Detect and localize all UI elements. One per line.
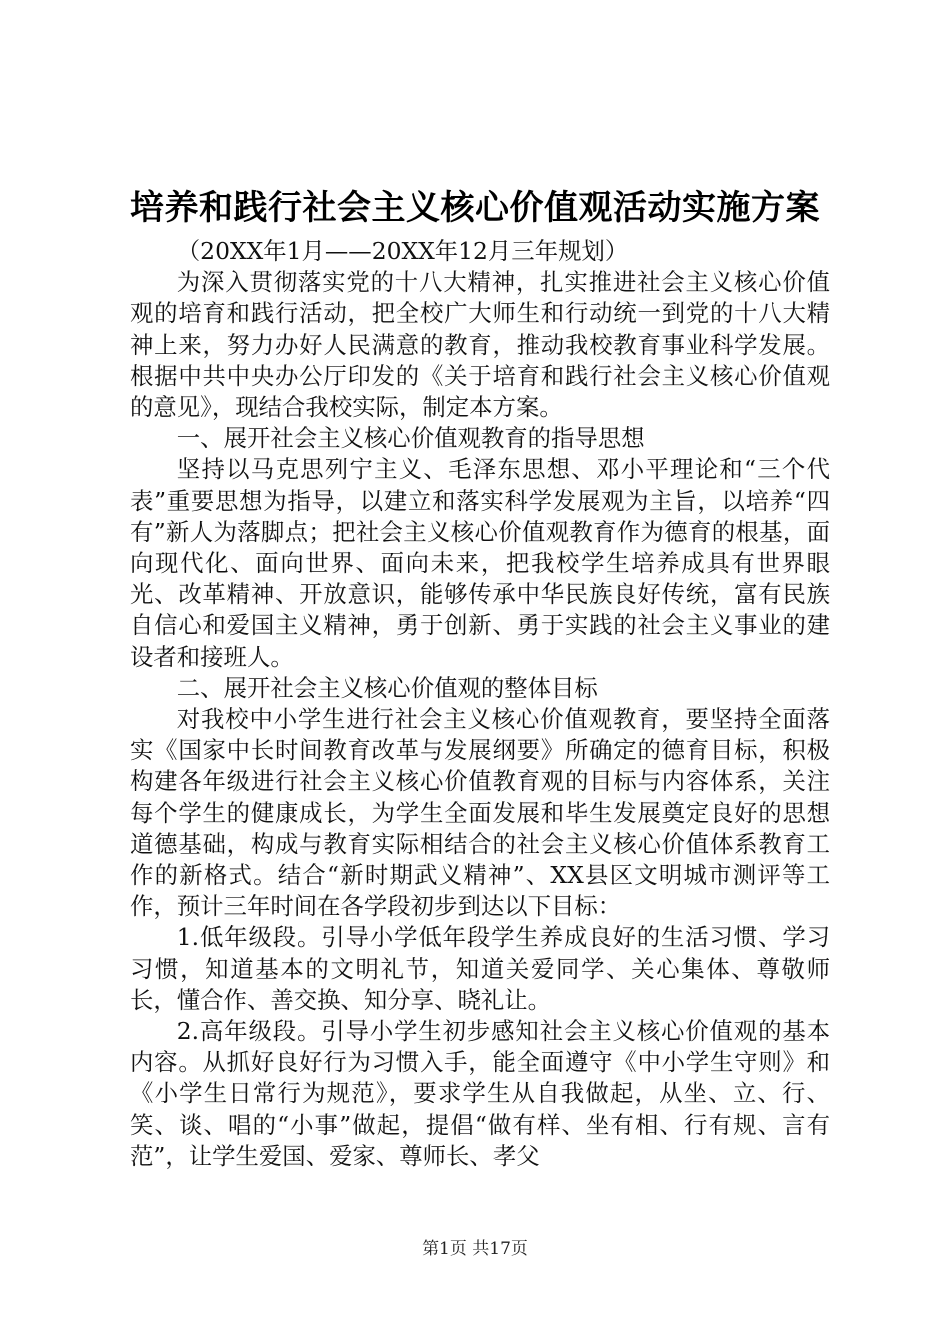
page-number-footer: 第1页 共17页 xyxy=(422,1239,528,1259)
intro-paragraph: 为深入贯彻落实党的十八大精神，扎实推进社会主义核心价值观的培育和践行活动，把全校广大师生和行动统一到党的十八大精神上来，努力办好人民满意的教育，推动我校教育事业科学发展。根据中共中央办公厅印发的《关于培育和践行社会主义核心价值观的意见》，现结合我校实际，制定本方案。 xyxy=(130,268,830,422)
date-range-subtitle: （20XX年1月——20XX年12月三年规划） xyxy=(176,237,629,265)
document-title: 培养和践行社会主义核心价值观活动实施方案 xyxy=(130,188,820,228)
lower-grade-paragraph: 1.低年级段。引导小学低年段学生养成良好的生活习惯、学习习惯，知道基本的文明礼节，知道关爱同学、关心集体、尊敬师长，懂合作、善交换、知分享、晓礼让。 xyxy=(130,923,830,1014)
guiding-thought-paragraph: 坚持以马克思列宁主义、毛泽东思想、邓小平理论和“三个代表”重要思想为指导，以建立和落实科学发展观为主旨，以培养“四有”新人为落脚点；把社会主义核心价值观教育作为德育的根基，面向现代化、面向世界、面向未来，把我校学生培养成具有世界眼光、改革精神、开放意识，能够传承中华民族良好传统，富有民族自信心和爱国主义精神，勇于创新、勇于实践的社会主义事业的建设者和接班人。 xyxy=(130,455,830,671)
upper-grade-paragraph: 2.高年级段。引导小学生初步感知社会主义核心价值观的基本内容。从抓好良好行为习惯入手，能全面遵守《中小学生守则》和《小学生日常行为规范》，要求学生从自我做起，从坐、立、行、笑、谈、唱的“小事”做起，提倡“做有样、坐有相、行有规、言有范”，让学生爱国、爱家、尊师长、孝父 xyxy=(130,1017,830,1170)
section-heading-overall-goal: 二、展开社会主义核心价值观的整体目标 xyxy=(176,673,598,702)
document-body xyxy=(130,236,830,1172)
section-heading-guiding-thought: 一、展开社会主义核心价值观教育的指导思想 xyxy=(176,424,645,453)
overall-goal-paragraph: 对我校中小学生进行社会主义核心价值观教育，要坚持全面落实《国家中长时间教育改革与发展纲要》所确定的德育目标，积极构建各年级进行社会主义核心价值教育观的目标与内容体系，关注每个学生的健康成长，为学生全面发展和毕生发展奠定良好的思想道德基础，构成与教育实际相结合的社会主义核心价值体系教育工作的新格式。结合“新时期武义精神”、XX县区文明城市测评等工作，预计三年时间在各学段初步到达以下目标： xyxy=(130,705,830,921)
